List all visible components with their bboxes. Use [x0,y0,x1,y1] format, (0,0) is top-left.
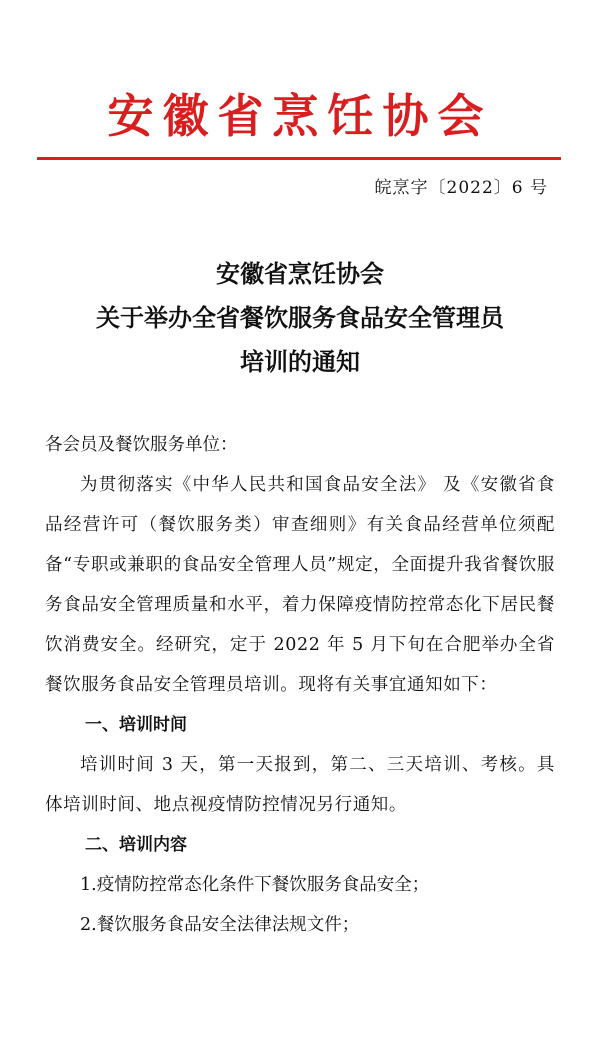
organization-header: 安徽省烹饪协会 [107,89,493,143]
title-line-2: 关于举办全省餐饮服务食品安全管理员 [96,304,504,332]
red-divider-line [37,157,561,160]
document-number: 皖烹字〔2022〕6 号 [374,178,548,198]
section-2-heading: 二、培训内容 [85,835,187,855]
document-body [45,425,555,945]
document-title [0,252,600,384]
salutation: 各会员及餐饮服务单位： [45,435,238,455]
section-1-heading: 一、培训时间 [85,715,187,735]
intro-paragraph: 为贯彻落实《中华人民共和国食品安全法》 及《安徽省食品经营许可（餐饮服务类）审查细则》有关食品经营单位须配备“专职或兼职的食品安全管理人员”规定，全面提升我省餐饮服务食品安全管理质量和水平，着力保障疫情防控常态化下居民餐饮消费安全。经研究，定于 2022 年 5 月下旬在合肥举办全省餐饮服务食品安全管理员培训。现将有关事宜通知如下： [45,475,555,695]
section-1-paragraph: 培训时间 3 天，第一天报到，第二、三天培训、考核。具体培训时间、地点视疫情防控情况另行通知。 [45,755,555,815]
title-line-1: 安徽省烹饪协会 [216,260,384,288]
title-line-3: 培训的通知 [240,348,360,376]
section-2-item-1: 1.疫情防控常态化条件下餐饮服务食品安全； [80,875,430,895]
section-2-item-2: 2.餐饮服务食品安全法律法规文件； [80,915,360,935]
